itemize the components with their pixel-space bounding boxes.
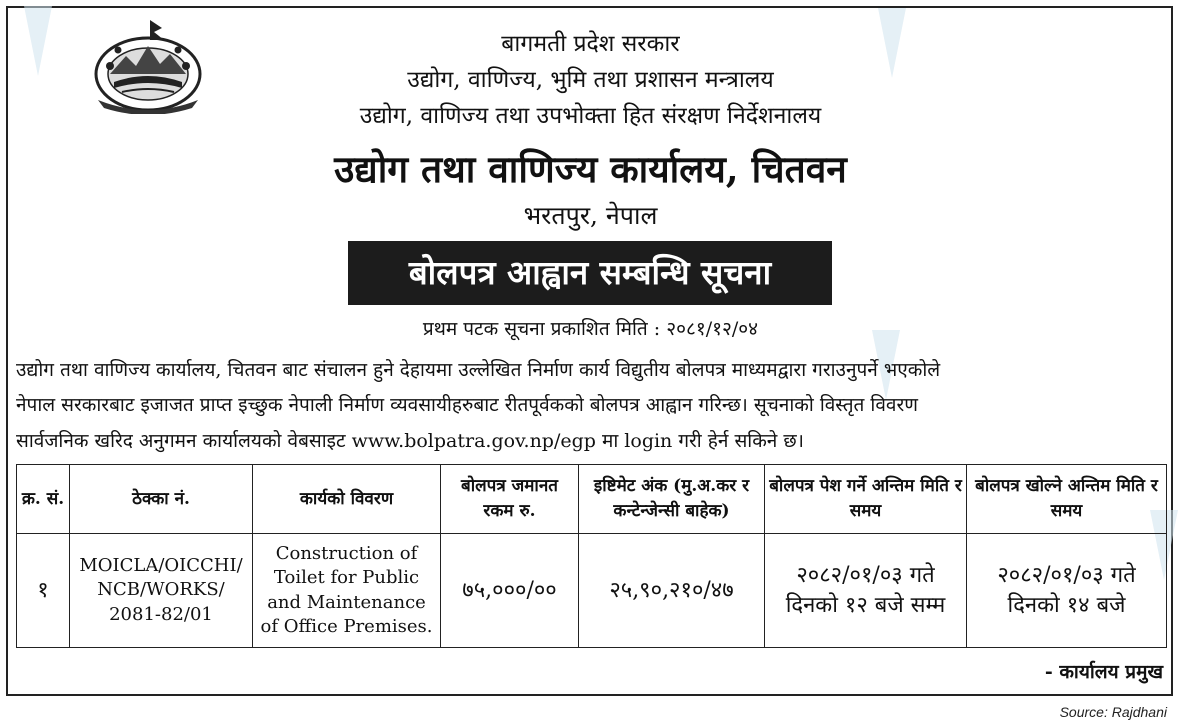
header-province: बागमती प्रदेश सरकार [501, 31, 680, 57]
body-line: नेपाल सरकारबाट इजाजत प्राप्त इच्छुक नेपाली निर्माण व्यवसायीहरुबाट रीतपूर्वकको बोलपत्र आह्वान गरिन्छ। सूचनाको विस्तृत विवरण [16, 394, 918, 416]
col-header-contract: ठेक्का नं. [70, 465, 253, 534]
signature: - कार्यालय प्रमुख [1044, 661, 1163, 683]
col-header-description: कार्यको विवरण [253, 465, 441, 534]
cell-sn: १ [17, 534, 70, 648]
cell-bid-security: ७५,०००/०० [441, 534, 579, 648]
body-line: उद्योग तथा वाणिज्य कार्यालय, चितवन बाट संचालन हुने देहायमा उल्लेखित निर्माण कार्य विद्युतीय बोलपत्र माध्यमद्वारा गराउनुपर्ने भएकोले [16, 359, 941, 381]
body-line: सार्वजनिक खरिद अनुगमन कार्यालयको वेबसाइट www.bolpatra.gov.np/egp मा login गरी हेर्न सकिने छ। [16, 430, 804, 452]
col-header-sn: क्र. सं. [17, 465, 70, 534]
cell-contract: MOICLA/OICCHI/ NCB/WORKS/ 2081-82/01 [70, 534, 253, 648]
table-row [17, 534, 1167, 648]
cell-description: Construction of Toilet for Public and Maintenance of Office Premises. [253, 534, 441, 648]
source-credit: Source: Rajdhani [1059, 704, 1167, 720]
table-header-row [17, 465, 1167, 534]
tender-table [16, 464, 1167, 648]
col-header-bid-security: बोलपत्र जमानत रकम रु. [441, 465, 579, 534]
cell-submission: २०८२/०१/०३ गते दिनको १२ बजे सम्म [765, 534, 967, 648]
header-ministry: उद्योग, वाणिज्य, भुमि तथा प्रशासन मन्त्रालय [407, 67, 774, 93]
col-header-submission: बोलपत्र पेश गर्ने अन्तिम मिति र समय [765, 465, 967, 534]
col-header-estimate: इष्टिमेट अंक (मु.अ.कर र कन्टेन्जेन्सी बाहेक) [579, 465, 765, 534]
header-directorate: उद्योग, वाणिज्य तथा उपभोक्ता हित संरक्षण निर्देशनालय [359, 103, 822, 129]
publication-date: प्रथम पटक सूचना प्रकाशित मिति : २०८१/१२/०४ [422, 318, 759, 340]
col-header-opening: बोलपत्र खोल्ने अन्तिम मिति र समय [967, 465, 1167, 534]
office-address: भरतपुर, नेपाल [523, 201, 658, 230]
cell-opening: २०८२/०१/०३ गते दिनको १४ बजे [967, 534, 1167, 648]
cell-estimate: २५,९०,२१०/४७ [579, 534, 765, 648]
notice-title: बोलपत्र आह्वान सम्बन्धि सूचना [348, 241, 832, 305]
office-title: उद्योग तथा वाणिज्य कार्यालय, चितवन [334, 147, 847, 191]
